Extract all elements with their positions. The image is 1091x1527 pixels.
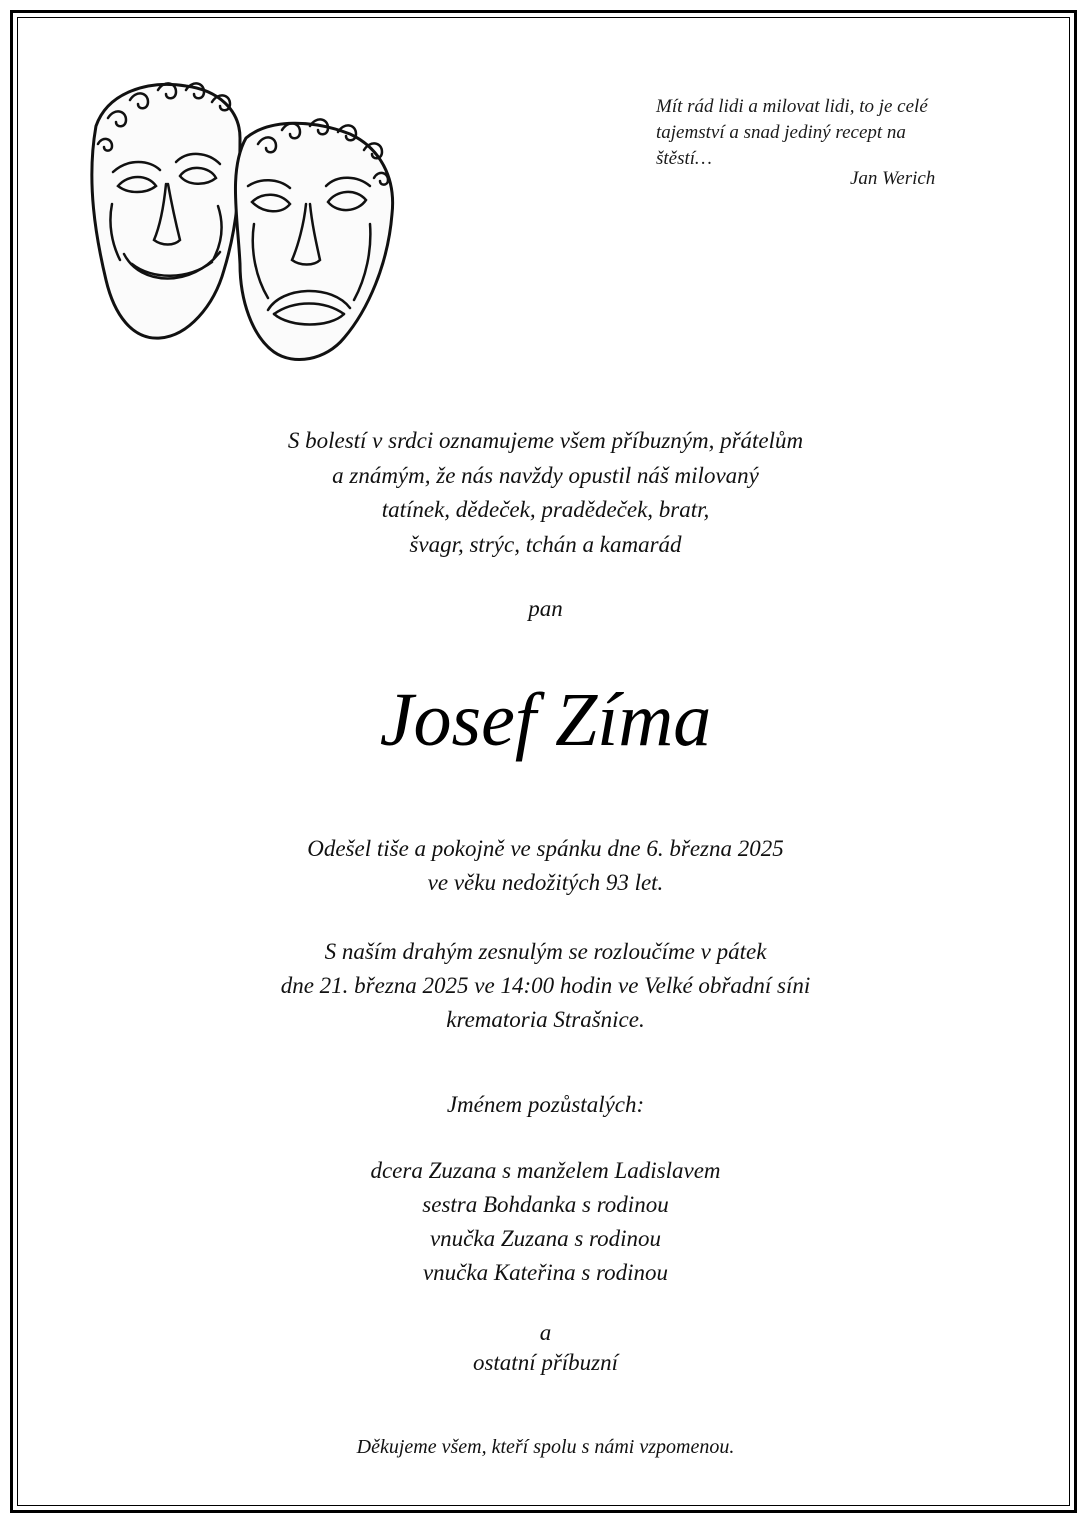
death-line: ve věku nedožitých 93 let. <box>427 870 664 895</box>
and-word: a <box>539 1320 552 1345</box>
survivor-item: dcera Zuzana s manželem Ladislavem <box>370 1158 721 1183</box>
quote-line: štěstí… <box>656 148 712 169</box>
announcement-line: švagr, strýc, tchán a kamarád <box>409 531 682 557</box>
deceased-name: Josef Zíma <box>379 678 712 762</box>
farewell-line: krematoria Strašnice. <box>446 1007 645 1032</box>
quote-line: Mít rád lidi a milovat lidi, to je celé <box>656 96 928 117</box>
survivor-item: sestra Bohdanka s rodinou <box>422 1192 669 1217</box>
farewell-notice <box>0 935 1091 1037</box>
thanks-line: Děkujeme všem, kteří spolu s námi vzpomenou. <box>356 1436 735 1458</box>
theatre-masks-icon <box>68 74 408 374</box>
death-notice <box>0 832 1091 900</box>
survivor-item: vnučka Zuzana s rodinou <box>429 1226 662 1251</box>
other-relatives: ostatní příbuzní <box>472 1350 619 1375</box>
quote-text <box>656 94 976 172</box>
survivors-list <box>0 1154 1091 1290</box>
survivor-item: vnučka Kateřina s rodinou <box>422 1260 669 1285</box>
death-line: Odešel tiše a pokojně ve spánku dne 6. března 2025 <box>307 836 784 861</box>
farewell-line: dne 21. března 2025 ve 14:00 hodin ve Velké obřadní síni <box>280 973 811 998</box>
farewell-line: S naším drahým zesnulým se rozloučíme v pátek <box>324 939 767 964</box>
announcement-line: tatínek, dědeček, pradědeček, bratr, <box>381 497 710 522</box>
quote-line: tajemství a snad jediný recept na <box>656 122 906 143</box>
title-word: pan <box>528 596 563 621</box>
announcement-line: S bolestí v srdci oznamujeme všem příbuzným, přátelům <box>287 428 804 453</box>
quote-author: Jan Werich <box>850 168 936 189</box>
behalf-label: Jménem pozůstalých: <box>446 1092 645 1117</box>
announcement <box>0 424 1091 562</box>
announcement-line: a známým, že nás navždy opustil náš milovaný <box>332 462 759 488</box>
